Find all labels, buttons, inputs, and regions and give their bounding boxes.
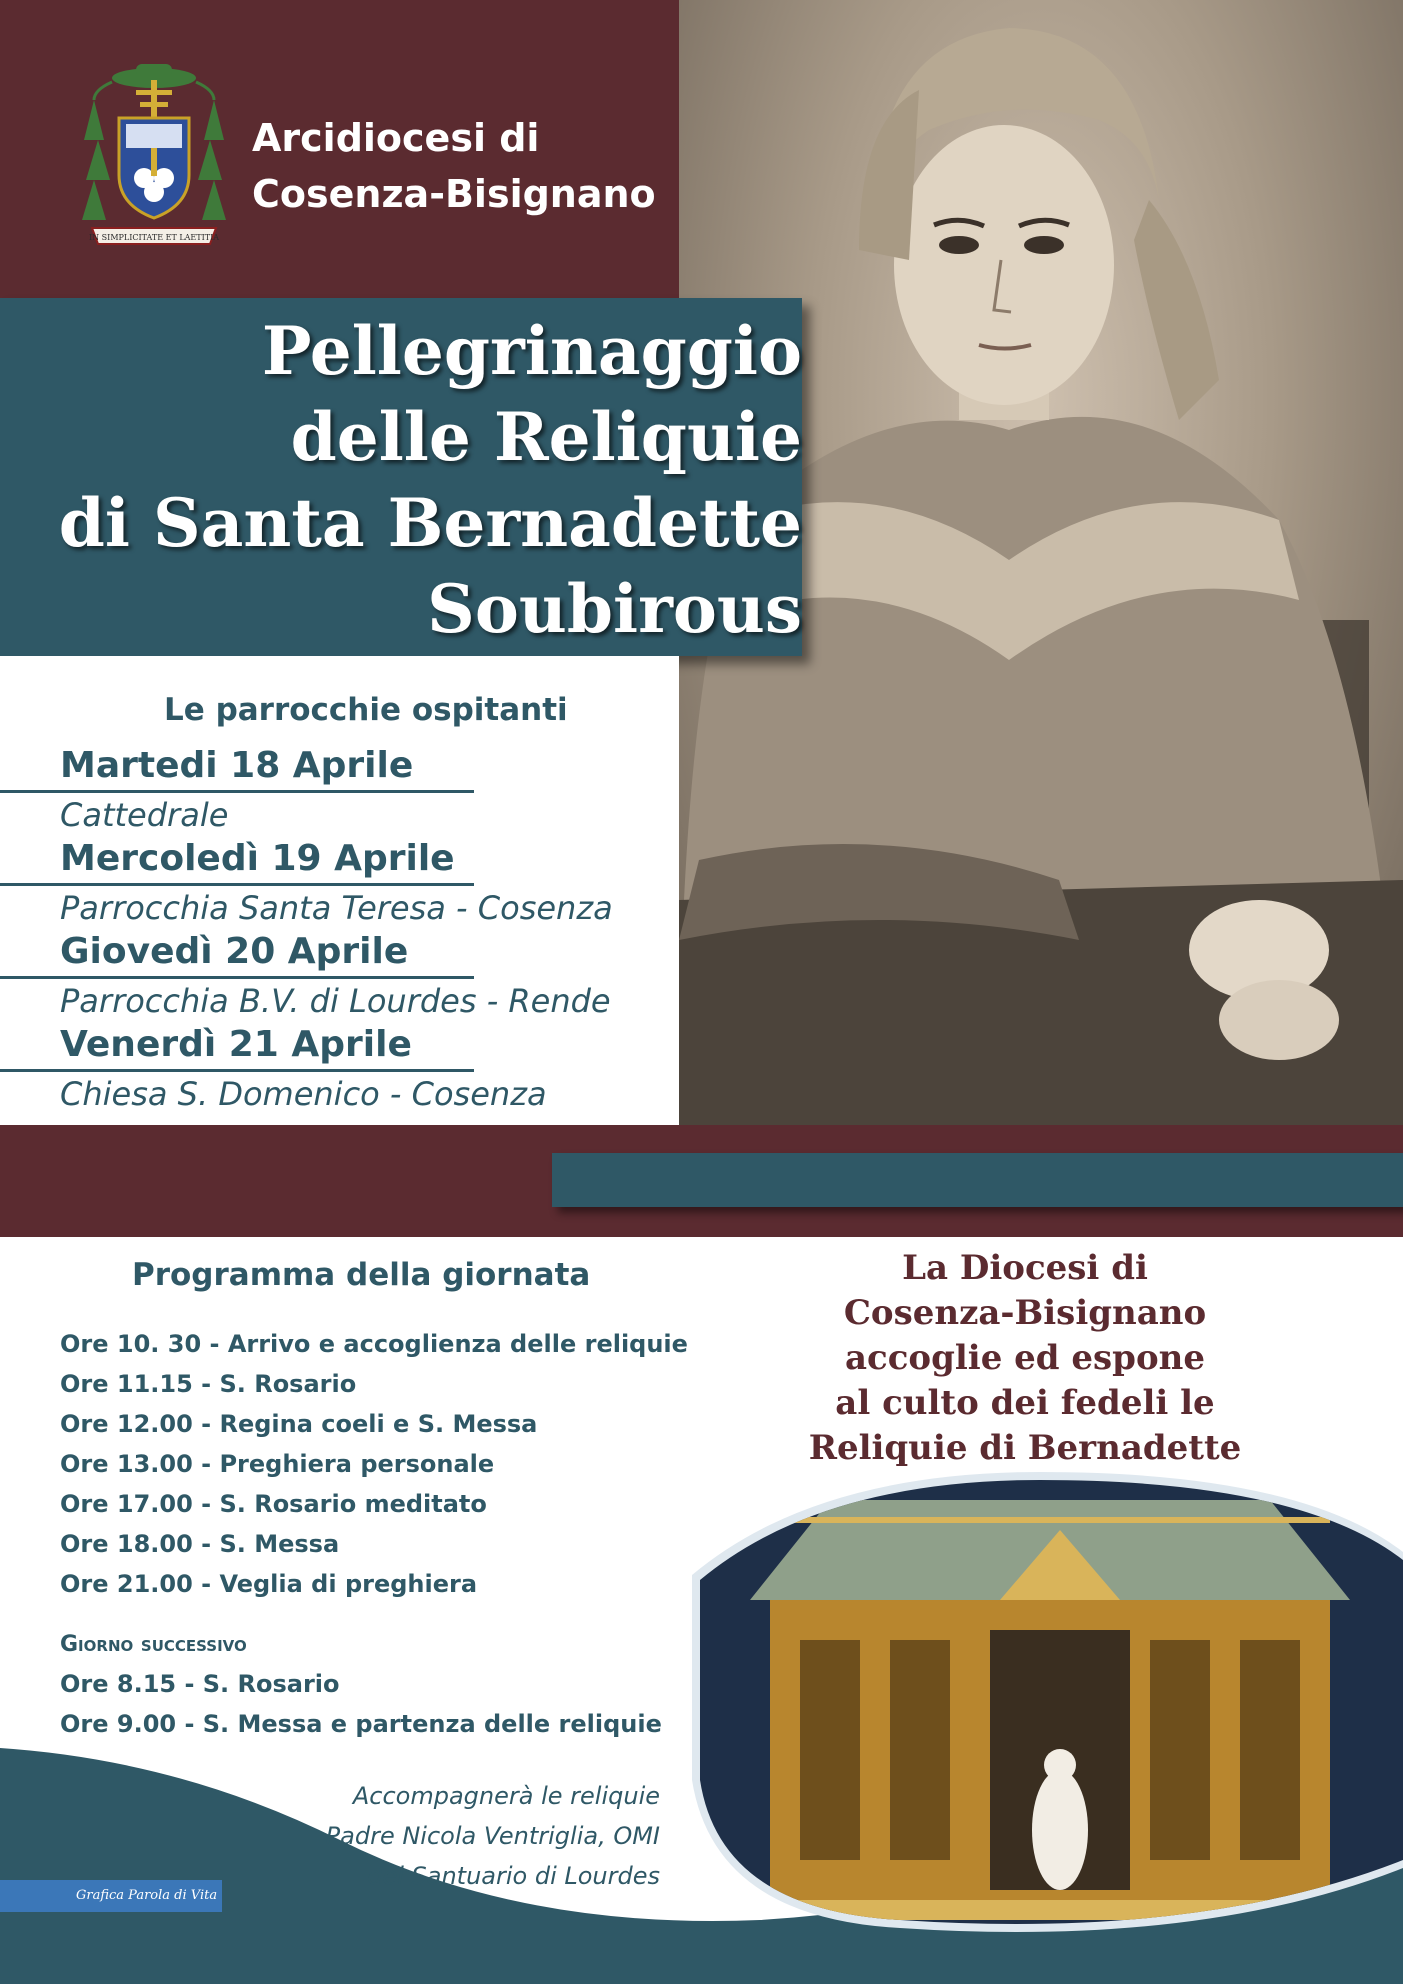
coat-of-arms-icon	[74, 60, 234, 250]
day-place: Parrocchia Santa Teresa - Cosenza	[60, 889, 613, 927]
welcome-message	[790, 1246, 1260, 1471]
coat-motto: IN SIMPLICITATE ET LAETITIA	[88, 233, 220, 242]
day-date: Venerdì 21 Aprile	[60, 1024, 412, 1065]
diocese-line: Cosenza-Bisignano	[252, 172, 656, 216]
programme-item: Ore 10. 30 - Arrivo e accoglienza delle reliquie	[60, 1330, 688, 1358]
diocese-name	[252, 110, 656, 222]
accompany-line: del Santuario di Lourdes	[367, 1862, 660, 1890]
day-underline	[0, 883, 474, 886]
divider-bar	[552, 1153, 1403, 1207]
day-underline	[0, 976, 474, 979]
next-day-heading: Giorno successivo	[60, 1632, 247, 1657]
programme-item: Ore 11.15 - S. Rosario	[60, 1370, 357, 1398]
welcome-line: La Diocesi di	[902, 1248, 1148, 1288]
parishes-heading: Le parrocchie ospitanti	[164, 692, 568, 728]
title-line: Pellegrinaggio	[261, 312, 802, 390]
programme-item: Ore 13.00 - Preghiera personale	[60, 1450, 495, 1478]
title-line: delle Reliquie	[290, 398, 802, 476]
day-underline	[0, 1069, 474, 1072]
accompany-line: Padre Nicola Ventriglia, OMI	[325, 1822, 660, 1850]
title-panel	[0, 298, 802, 656]
programme-item: Ore 8.15 - S. Rosario	[60, 1670, 340, 1698]
programme-item: Ore 9.00 - S. Messa e partenza delle reliquie	[60, 1710, 662, 1738]
welcome-line: accoglie ed espone	[844, 1338, 1205, 1378]
welcome-line: al culto dei fedeli le	[835, 1383, 1215, 1423]
day-place: Chiesa S. Domenico - Cosenza	[60, 1075, 547, 1113]
main-title	[12, 308, 802, 652]
title-line: di Santa Bernadette	[58, 484, 802, 562]
accompany-note	[240, 1776, 660, 1896]
diocese-line: Arcidiocesi di	[252, 116, 540, 160]
title-line: Soubirous	[427, 570, 802, 648]
graphic-credit: Grafica Parola di Vita	[0, 1880, 222, 1912]
programme-item: Ore 17.00 - S. Rosario meditato	[60, 1490, 487, 1518]
programme-item: Ore 12.00 - Regina coeli e S. Messa	[60, 1410, 538, 1438]
day-date: Mercoledì 19 Aprile	[60, 838, 455, 879]
welcome-line: Cosenza-Bisignano	[843, 1293, 1207, 1333]
accompany-line: Accompagnerà le reliquie	[352, 1782, 660, 1810]
day-underline	[0, 790, 474, 793]
day-place: Cattedrale	[60, 796, 229, 834]
programme-heading: Programma della giornata	[132, 1257, 591, 1293]
day-date: Giovedì 20 Aprile	[60, 931, 409, 972]
day-place: Parrocchia B.V. di Lourdes - Rende	[60, 982, 611, 1020]
day-date: Martedi 18 Aprile	[60, 745, 414, 786]
programme-item: Ore 18.00 - S. Messa	[60, 1530, 340, 1558]
programme-item: Ore 21.00 - Veglia di preghiera	[60, 1570, 478, 1598]
welcome-line: Reliquie di Bernadette	[808, 1428, 1242, 1468]
